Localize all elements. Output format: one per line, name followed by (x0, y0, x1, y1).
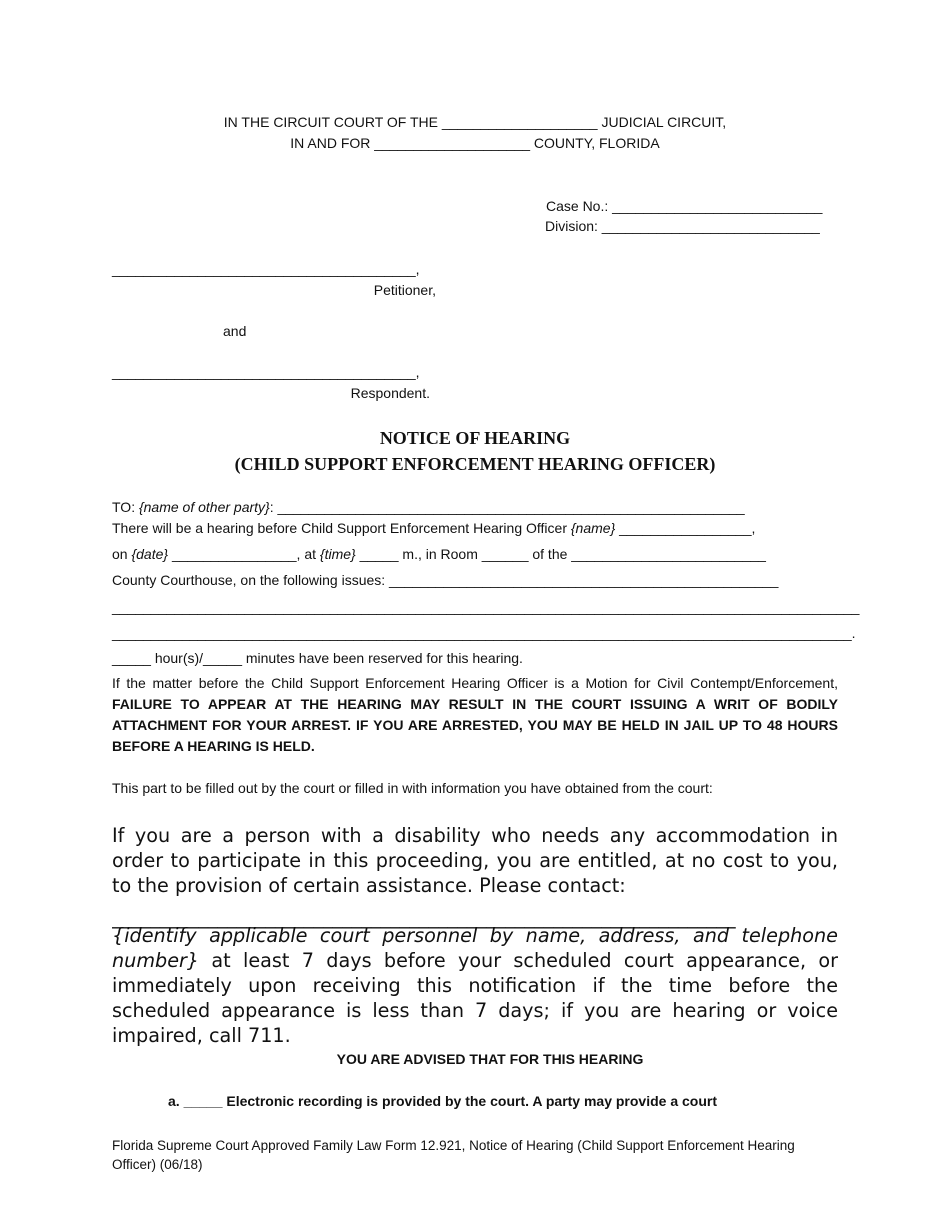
to-placeholder: {name of other party} (138, 499, 270, 515)
to-line (112, 498, 745, 516)
reserved-time-line: _____ hour(s)/_____ minutes have been reserved for this hearing. (112, 650, 523, 666)
on-prefix: on (112, 546, 132, 562)
contempt-warning (112, 673, 838, 757)
issues-line: County Courthouse, on the following issues: __________________________________________________ (112, 572, 779, 588)
document-title: NOTICE OF HEARING (379, 428, 571, 448)
and-label: and (223, 323, 247, 339)
hearing-officer-line (112, 519, 755, 537)
hearing-officer-blank: _________________, (615, 520, 756, 536)
document-subtitle: (CHILD SUPPORT ENFORCEMENT HEARING OFFICER) (234, 454, 716, 474)
case-number-field: Case No.: ___________________________ (546, 198, 823, 214)
advised-heading: YOU ARE ADVISED THAT FOR THIS HEARING (336, 1051, 644, 1067)
ada-contact-blank: _________________________________________________________________ (112, 906, 736, 929)
ada-contact-placeholder: {identify applicable court personnel by name, address, and telephone number} (112, 924, 838, 972)
ada-paragraph-1: If you are a person with a disability who needs any accommodation in order to participate in this proceeding, you are entitled, at no cost to you, to the provision of certain assistance. Please contact: (112, 824, 838, 897)
petitioner-name-line: _______________________________________, (112, 261, 420, 277)
respondent-name-line: _______________________________________, (112, 364, 420, 380)
time-placeholder: {time} (319, 546, 356, 562)
division-field: Division: ____________________________ (545, 218, 820, 234)
contempt-bold-warning: FAILURE TO APPEAR AT THE HEARING MAY RESULT IN THE COURT ISSUING A WRIT OF BODILY ATTACHMENT FOR YOUR ARREST. IF YOU ARE ARRESTED, YOU MAY BE HELD IN JAIL UP TO 48 HOURS BEFORE A HEARING IS HELD. (112, 696, 838, 754)
date-blank: ________________, at (168, 546, 320, 562)
hearing-officer-placeholder: {name} (570, 520, 616, 536)
advised-item-a: a. _____ Electronic recording is provided by the court. A party may provide a court (168, 1093, 718, 1109)
issues-blank-1: ________________________________________________________________________________________________ (112, 599, 860, 615)
respondent-label: Respondent. (350, 385, 430, 401)
form-footer-line2: Officer) (06/18) (112, 1157, 203, 1172)
to-blank: : ____________________________________________________________ (269, 499, 745, 515)
time-room-blank: _____ m., in Room ______ of the _________________________ (355, 546, 766, 562)
ada-paragraph-2 (112, 923, 838, 1048)
hearing-officer-text: There will be a hearing before Child Support Enforcement Hearing Officer (112, 520, 571, 536)
ada-instructions: at least 7 days before your scheduled court appearance, or immediately upon receiving this notification if the time before the scheduled appearance is less than 7 days; if you are hearing or voice impaired, call 711. (112, 949, 838, 1047)
contempt-text: If the matter before the Child Support Enforcement Hearing Officer is a Motion for Civil Contempt/Enforcement, (112, 675, 838, 691)
court-header-line2: IN AND FOR ____________________ COUNTY, FLORIDA (290, 135, 660, 151)
to-prefix: TO: (112, 499, 139, 515)
date-time-line (112, 545, 766, 563)
court-fill-instruction: This part to be filled out by the court or filled in with information you have obtained from the court: (112, 780, 713, 796)
court-header-line1: IN THE CIRCUIT COURT OF THE ____________________ JUDICIAL CIRCUIT, (223, 114, 727, 130)
date-placeholder: {date} (131, 546, 169, 562)
issues-blank-2: _______________________________________________________________________________________________. (112, 625, 856, 641)
petitioner-label: Petitioner, (373, 282, 436, 298)
form-footer-line1: Florida Supreme Court Approved Family Law Form 12.921, Notice of Hearing (Child Support Enforcement Hearing (112, 1138, 795, 1153)
